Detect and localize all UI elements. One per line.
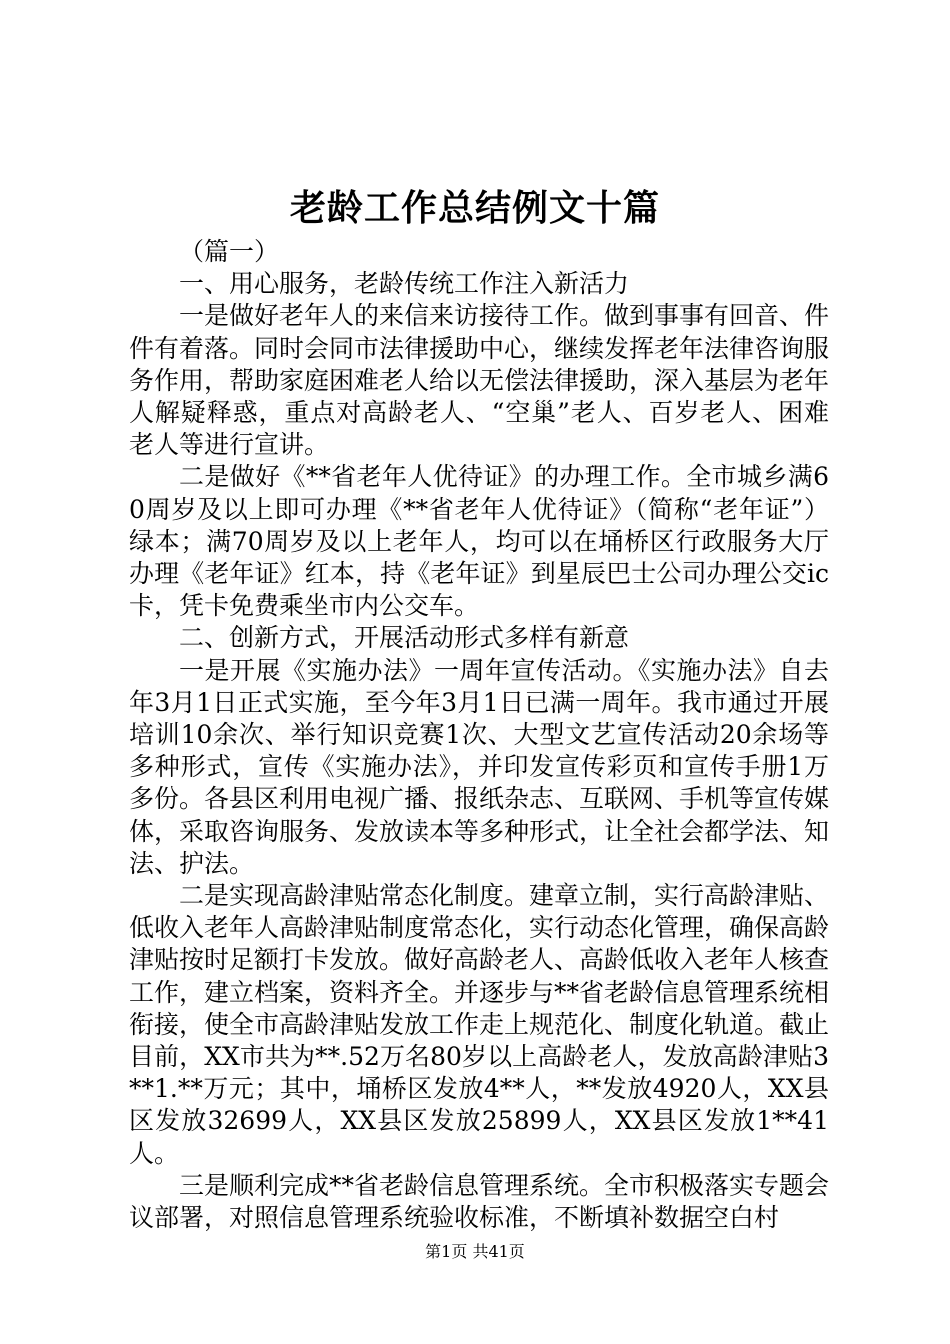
- section-heading-2: 二、创新方式，开展活动形式多样有新意: [179, 623, 630, 653]
- body-paragraph: 二是实现高龄津贴常态化制度。建章立制，实行高龄津贴、低收入老年人高龄津贴制度常态化，实行动态化管理，确保高龄津贴按时足额打卡发放。做好高龄老人、高龄低收入老年人核查工作，建立档案，资料齐全。并逐步与**省老龄信息管理系统相衔接，使全市高龄津贴发放工作走上规范化、制度化轨道。截止目前，XX市共为**.52万名80岁以上高龄老人，发放高龄津贴3**1.**万元；其中，埇桥区发放4**人，**发放4920人，XX县区发放32699人，XX县区发放25899人，XX县区发放1**41人。: [129, 881, 830, 1168]
- body-paragraph: 一是开展《实施办法》一周年宣传活动。《实施办法》自去年3月1日正式实施，至今年3月1日已满一周年。我市通过开展培训10余次、举行知识竞赛1次、大型文艺宣传活动20余场等多种形式，宣传《实施办法》，并印发宣传彩页和宣传手册1万多份。各县区利用电视广播、报纸杂志、互联网、手机等宣传媒体，采取咨询服务、发放读本等多种形式，让全社会都学法、知法、护法。: [129, 655, 830, 878]
- body-paragraph: 一是做好老年人的来信来访接待工作。做到事事有回音、件件有着落。同时会同市法律援助中心，继续发挥老年法律咨询服务作用，帮助家庭困难老人给以无偿法律援助，深入基层为老年人解疑释惑，重点对高龄老人、“空巢”老人、百岁老人、困难老人等进行宣讲。: [129, 301, 830, 460]
- body-paragraph: 三是顺利完成**省老龄信息管理系统。全市积极落实专题会议部署，对照信息管理系统验收标准，不断填补数据空白村: [129, 1170, 830, 1233]
- document-title: 老龄工作总结例文十篇: [289, 187, 660, 229]
- section-heading-1: 一、用心服务，老龄传统工作注入新活力: [179, 269, 630, 299]
- document-body: [129, 236, 829, 1234]
- section-label: （篇一）: [179, 237, 280, 266]
- body-paragraph: 二是做好《**省老年人优待证》的办理工作。全市城乡满60周岁及以上即可办理《**省老年人优待证》（简称“老年证”）绿本；满70周岁及以上老年人，均可以在埇桥区行政服务大厅办理《老年证》红本，持《老年证》到星辰巴士公司办理公交ic卡，凭卡免费乘坐市内公交车。: [129, 462, 829, 621]
- page-footer: 第1页 共41页: [425, 1242, 525, 1261]
